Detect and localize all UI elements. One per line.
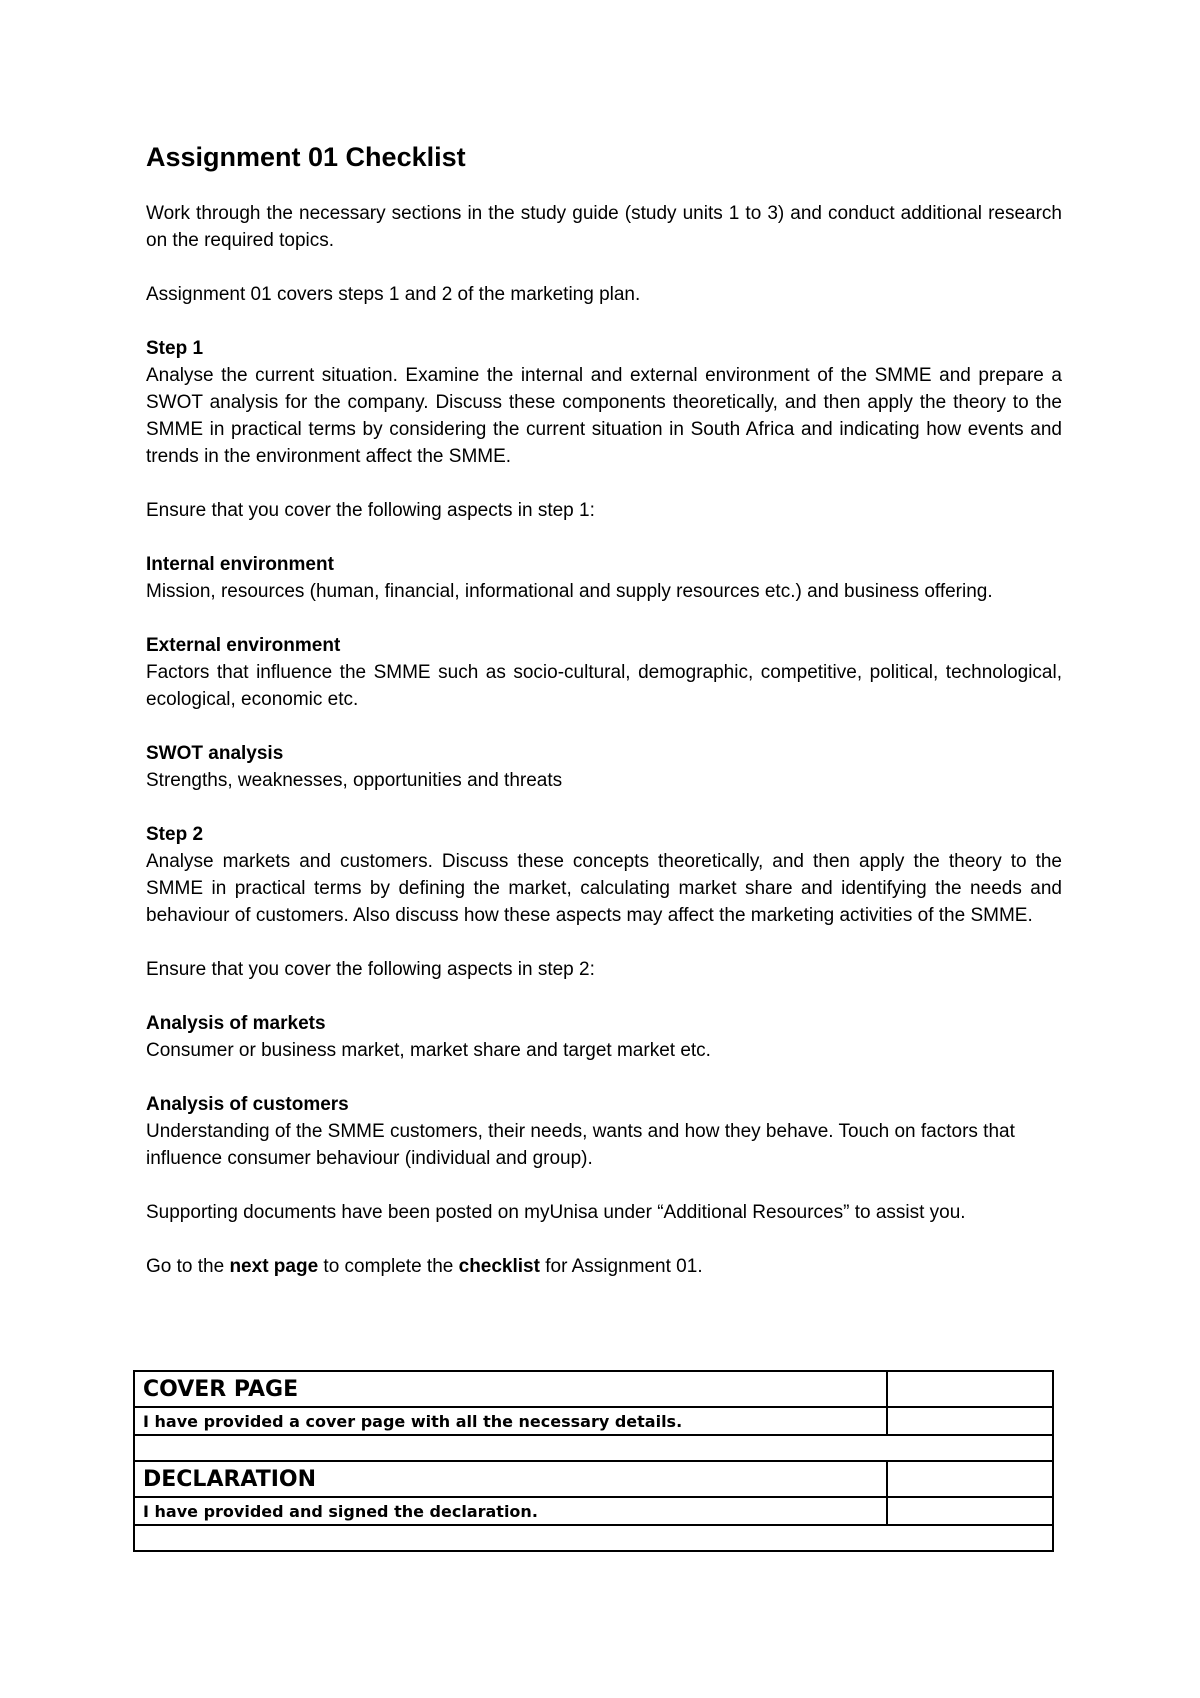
declaration-check-cell[interactable] — [887, 1461, 1053, 1497]
intro-paragraph: Work through the necessary sections in the study guide (study units 1 to 3) and conduct additional research on the required topics. — [146, 203, 1062, 251]
spacer-cell — [134, 1525, 1053, 1551]
step2-heading: Step 2 — [146, 824, 204, 845]
goto-prefix: Go to the — [146, 1256, 230, 1277]
covers-paragraph: Assignment 01 covers steps 1 and 2 of the marketing plan. — [146, 284, 641, 305]
step2-text: Analyse markets and customers. Discuss these concepts theoretically, and then apply the theory to the SMME in practical terms by defining the market, calculating market share and identifying the needs and behaviour of customers. Also discuss how these aspects may affect the marketing activities of the SMME. — [146, 851, 1062, 926]
external-environment-text: Factors that influence the SMME such as socio-cultural, demographic, competitive, political, technological, ecological, economic etc. — [146, 662, 1062, 710]
markets-text: Consumer or business market, market share and target market etc. — [146, 1040, 711, 1061]
cover-page-check-cell[interactable] — [887, 1371, 1053, 1407]
table-row — [134, 1525, 1053, 1551]
customers-heading: Analysis of customers — [146, 1094, 349, 1115]
step1-heading: Step 1 — [146, 338, 204, 359]
goto-middle: to complete the — [318, 1256, 459, 1277]
internal-environment-text: Mission, resources (human, financial, informational and supply resources etc.) and business offering. — [146, 581, 993, 602]
table-row — [134, 1371, 1053, 1407]
markets-heading: Analysis of markets — [146, 1013, 326, 1034]
document-body — [146, 140, 1062, 1280]
goto-paragraph — [146, 1253, 1062, 1280]
swot-heading: SWOT analysis — [146, 743, 284, 764]
declaration-item-check-cell[interactable] — [887, 1497, 1053, 1525]
step1-text: Analyse the current situation. Examine the internal and external environment of the SMME and prepare a SWOT analysis for the company. Discuss these components theoretically, and then apply the theory to the SMME in practical terms by considering the current situation in South Africa and indicating how events and trends in the environment affect the SMME. — [146, 365, 1062, 467]
customers-text: Understanding of the SMME customers, their needs, wants and how they behave. Touch on factors that influence consumer behaviour (individual and group). — [146, 1121, 1015, 1169]
step2-ensure: Ensure that you cover the following aspects in step 2: — [146, 959, 595, 980]
page-title: Assignment 01 Checklist — [146, 142, 466, 172]
declaration-item: I have provided and signed the declaration. — [134, 1497, 887, 1525]
table-row — [134, 1435, 1053, 1461]
swot-text: Strengths, weaknesses, opportunities and threats — [146, 770, 563, 791]
checklist-table — [133, 1370, 1054, 1552]
goto-next-page: next page — [229, 1256, 319, 1277]
table-row — [134, 1461, 1053, 1497]
step1-ensure: Ensure that you cover the following aspects in step 1: — [146, 500, 595, 521]
external-environment-heading: External environment — [146, 635, 341, 656]
cover-page-heading: COVER PAGE — [134, 1371, 887, 1407]
internal-environment-heading: Internal environment — [146, 554, 334, 575]
cover-page-item-check-cell[interactable] — [887, 1407, 1053, 1435]
spacer-cell — [134, 1435, 1053, 1461]
table-row — [134, 1407, 1053, 1435]
declaration-heading: DECLARATION — [134, 1461, 887, 1497]
goto-checklist: checklist — [458, 1256, 540, 1277]
goto-suffix: for Assignment 01. — [539, 1256, 703, 1277]
table-row — [134, 1497, 1053, 1525]
supporting-paragraph: Supporting documents have been posted on myUnisa under “Additional Resources” to assist you. — [146, 1202, 966, 1223]
cover-page-item: I have provided a cover page with all the necessary details. — [134, 1407, 887, 1435]
